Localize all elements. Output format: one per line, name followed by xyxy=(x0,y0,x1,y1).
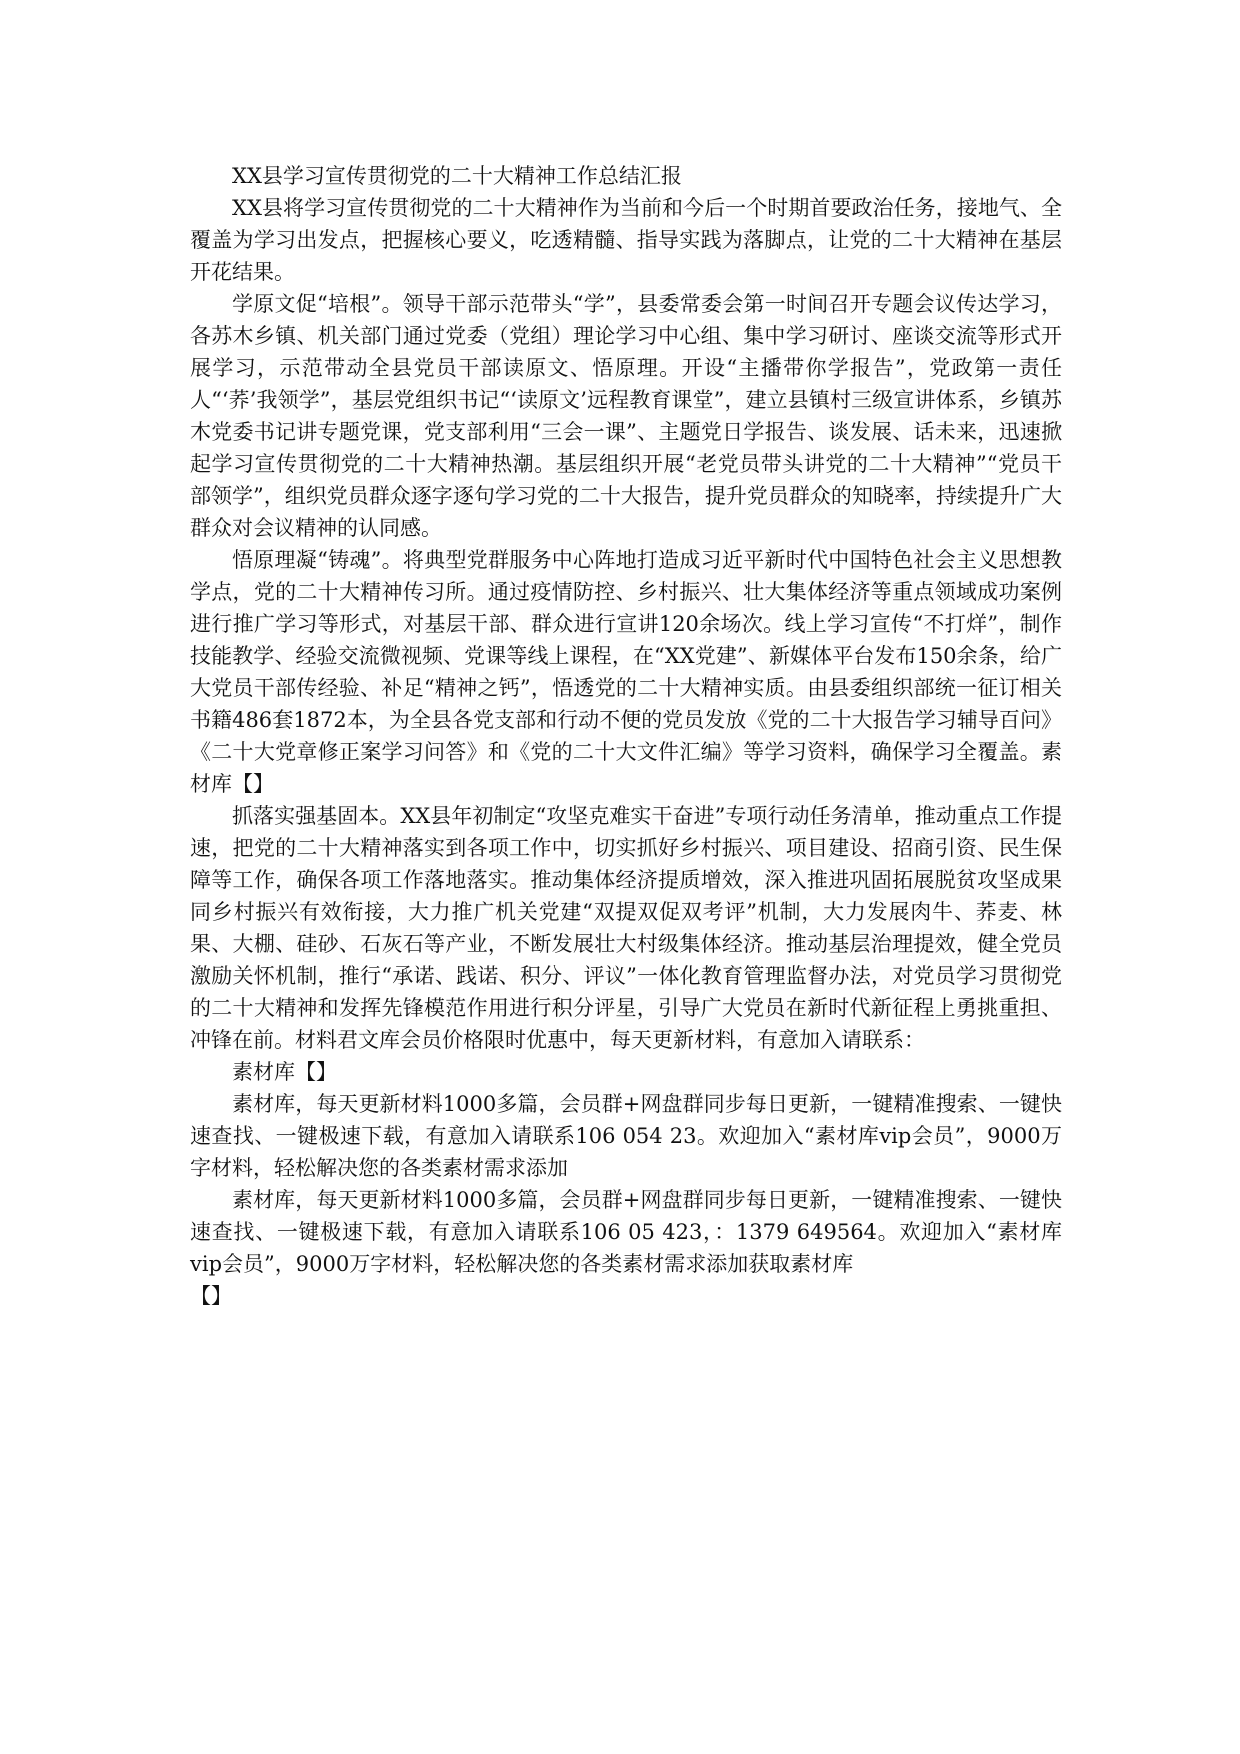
document-title: XX县学习宣传贯彻党的二十大精神工作总结汇报 xyxy=(232,164,682,188)
document-page xyxy=(190,160,1062,1312)
paragraph-material-ad-1: 素材库，每天更新材料1000多篇，会员群+网盘群同步每日更新，一键精准搜索、一键快速查找、一键极速下载，有意加入请联系106 054 23。欢迎加入“素材库vip会员”，9000万字材料，轻松解决您的各类素材需求添加 xyxy=(190,1092,1062,1180)
paragraph-implementation: 抓落实强基固本。XX县年初制定“攻坚克难实干奋进”专项行动任务清单，推动重点工作提速，把党的二十大精神落实到各项工作中，切实抓好乡村振兴、项目建设、招商引资、民生保障等工作，确保各项工作落地落实。推动集体经济提质增效，深入推进巩固拓展脱贫攻坚成果同乡村振兴有效衔接，大力推广机关党建“双提双促双考评”机制，大力发展肉牛、荞麦、林果、大棚、硅砂、石灰石等产业，不断发展壮大村级集体经济。推动基层治理提效，健全党员激励关怀机制，推行“承诺、践诺、积分、评议”一体化教育管理监督办法，对党员学习贯彻党的二十大精神和发挥先锋模范作用进行积分评星，引导广大党员在新时代新征程上勇挑重担、冲锋在前。材料君文库会员价格限时优惠中，每天更新材料，有意加入请联系： xyxy=(190,804,1062,1052)
paragraph-material-library-label: 素材库【】 xyxy=(232,1060,337,1084)
paragraph-understand-principles: 悟原理凝“铸魂”。将典型党群服务中心阵地打造成习近平新时代中国特色社会主义思想教学点，党的二十大精神传习所。通过疫情防控、乡村振兴、壮大集体经济等重点领域成功案例进行推广学习等形式，对基层干部、群众进行宣讲120余场次。线上学习宣传“不打烊”，制作技能教学、经验交流微视频、党课等线上课程，在“XX党建”、新媒体平台发布150余条，给广大党员干部传经验、补足“精神之钙”，悟透党的二十大精神实质。由县委组织部统一征订相关书籍486套1872本，为全县各党支部和行动不便的党员发放《党的二十大报告学习辅导百问》《二十大党章修正案学习问答》和《党的二十大文件汇编》等学习资料，确保学习全覆盖。素材库【】 xyxy=(190,548,1062,796)
paragraph-material-ad-2: 素材库，每天更新材料1000多篇，会员群+网盘群同步每日更新，一键精准搜索、一键快速查找、一键极速下载，有意加入请联系106 05 423，：1379 649564。欢迎加入“素材库vip会员”，9000万字材料，轻松解决您的各类素材需求添加获取素材库 xyxy=(190,1188,1062,1276)
closing-brackets: 【】 xyxy=(190,1284,232,1308)
paragraph-study-original-text: 学原文促“培根”。领导干部示范带头“学”，县委常委会第一时间召开专题会议传达学习，各苏木乡镇、机关部门通过党委（党组）理论学习中心组、集中学习研讨、座谈交流等形式开展学习，示范带动全县党员干部读原文、悟原理。开设“主播带你学报告”，党政第一责任人“‘荞’我领学”，基层党组织书记“‘读原文’远程教育课堂”，建立县镇村三级宣讲体系，乡镇苏木党委书记讲专题党课，党支部利用“三会一课”、主题党日学报告、谈发展、话未来，迅速掀起学习宣传贯彻党的二十大精神热潮。基层组织开展“老党员带头讲党的二十大精神”“党员干部领学”，组织党员群众逐字逐句学习党的二十大报告，提升党员群众的知晓率，持续提升广大群众对会议精神的认同感。 xyxy=(190,292,1062,540)
paragraph-intro: XX县将学习宣传贯彻党的二十大精神作为当前和今后一个时期首要政治任务，接地气、全覆盖为学习出发点，把握核心要义，吃透精髓、指导实践为落脚点，让党的二十大精神在基层开花结果。 xyxy=(190,196,1062,284)
